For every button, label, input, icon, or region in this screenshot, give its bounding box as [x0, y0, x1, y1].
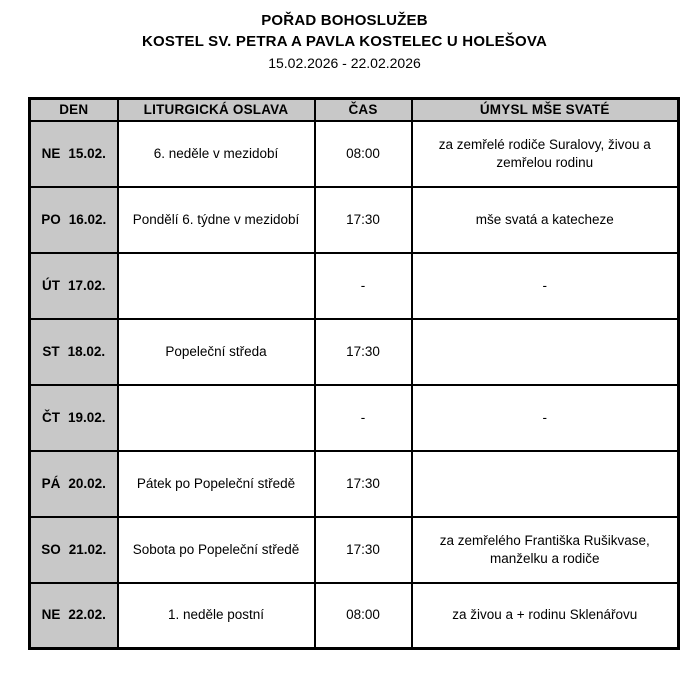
- liturgical-celebration-cell: Pondělí 6. týdne v mezidobí: [118, 187, 315, 253]
- mass-intention-cell: -: [412, 253, 679, 319]
- time-cell: -: [315, 385, 412, 451]
- time-cell: 17:30: [315, 451, 412, 517]
- day-date: 21.02.: [68, 541, 107, 557]
- mass-intention-cell: za živou a + rodinu Sklenářovu: [412, 583, 679, 649]
- day-abbreviation: PÁ: [41, 475, 61, 491]
- time-cell: 17:30: [315, 319, 412, 385]
- service-schedule-table: [28, 97, 680, 650]
- table-row: [30, 517, 679, 583]
- table-row: [30, 121, 679, 187]
- table-row: [30, 451, 679, 517]
- table-row: [30, 385, 679, 451]
- day-abbreviation: ČT: [41, 409, 60, 425]
- day-date: 16.02.: [68, 211, 107, 227]
- day-abbreviation: PO: [41, 211, 61, 227]
- table-row: [30, 253, 679, 319]
- day-cell: [30, 187, 118, 253]
- time-cell: -: [315, 253, 412, 319]
- liturgical-celebration-cell: 6. neděle v mezidobí: [118, 121, 315, 187]
- document-title: POŘAD BOHOSLUŽEB: [261, 12, 428, 29]
- day-abbreviation: ST: [42, 343, 60, 359]
- mass-intention-cell: [412, 451, 679, 517]
- day-date: 18.02.: [67, 343, 106, 359]
- schedule-body: [30, 121, 679, 649]
- time-cell: 08:00: [315, 121, 412, 187]
- day-date: 17.02.: [67, 277, 106, 293]
- liturgical-celebration-cell: 1. neděle postní: [118, 583, 315, 649]
- day-date: 15.02.: [68, 145, 106, 161]
- day-cell: [30, 253, 118, 319]
- liturgical-celebration-cell: [118, 385, 315, 451]
- time-cell: 17:30: [315, 517, 412, 583]
- liturgical-celebration-cell: Pátek po Popeleční středě: [118, 451, 315, 517]
- column-header-umysl: ÚMYSL MŠE SVATÉ: [412, 99, 679, 121]
- mass-intention-cell: mše svatá a katecheze: [412, 187, 679, 253]
- day-abbreviation: NE: [41, 607, 61, 623]
- mass-intention-cell: za zemřelého Františka Rušikvase, manželku a rodiče: [412, 517, 679, 583]
- time-cell: 08:00: [315, 583, 412, 649]
- day-date: 19.02.: [67, 409, 106, 425]
- table-header-row: [30, 99, 679, 121]
- document-header: [0, 0, 689, 73]
- table-row: [30, 187, 679, 253]
- liturgical-celebration-cell: Sobota po Popeleční středě: [118, 517, 315, 583]
- column-header-cas: ČAS: [315, 99, 412, 121]
- column-header-den: DEN: [30, 99, 118, 121]
- day-cell: [30, 451, 118, 517]
- mass-intention-cell: [412, 319, 679, 385]
- day-abbreviation: NE: [41, 145, 61, 161]
- table-row: [30, 319, 679, 385]
- day-cell: [30, 385, 118, 451]
- liturgical-celebration-cell: Popeleční středa: [118, 319, 315, 385]
- mass-intention-cell: -: [412, 385, 679, 451]
- day-date: 22.02.: [68, 607, 106, 623]
- table-row: [30, 583, 679, 649]
- day-date: 20.02.: [68, 475, 106, 491]
- day-cell: [30, 121, 118, 187]
- day-cell: [30, 517, 118, 583]
- date-range: 15.02.2026 - 22.02.2026: [268, 55, 421, 71]
- mass-intention-cell: za zemřelé rodiče Suralovy, živou a zemřelou rodinu: [412, 121, 679, 187]
- day-cell: [30, 583, 118, 649]
- day-cell: [30, 319, 118, 385]
- time-cell: 17:30: [315, 187, 412, 253]
- day-abbreviation: ÚT: [41, 277, 60, 293]
- day-abbreviation: SO: [41, 541, 61, 557]
- church-name: KOSTEL SV. PETRA A PAVLA KOSTELEC U HOLEŠOVA: [142, 33, 547, 50]
- liturgical-celebration-cell: [118, 253, 315, 319]
- column-header-liturgicka-oslava: LITURGICKÁ OSLAVA: [118, 99, 315, 121]
